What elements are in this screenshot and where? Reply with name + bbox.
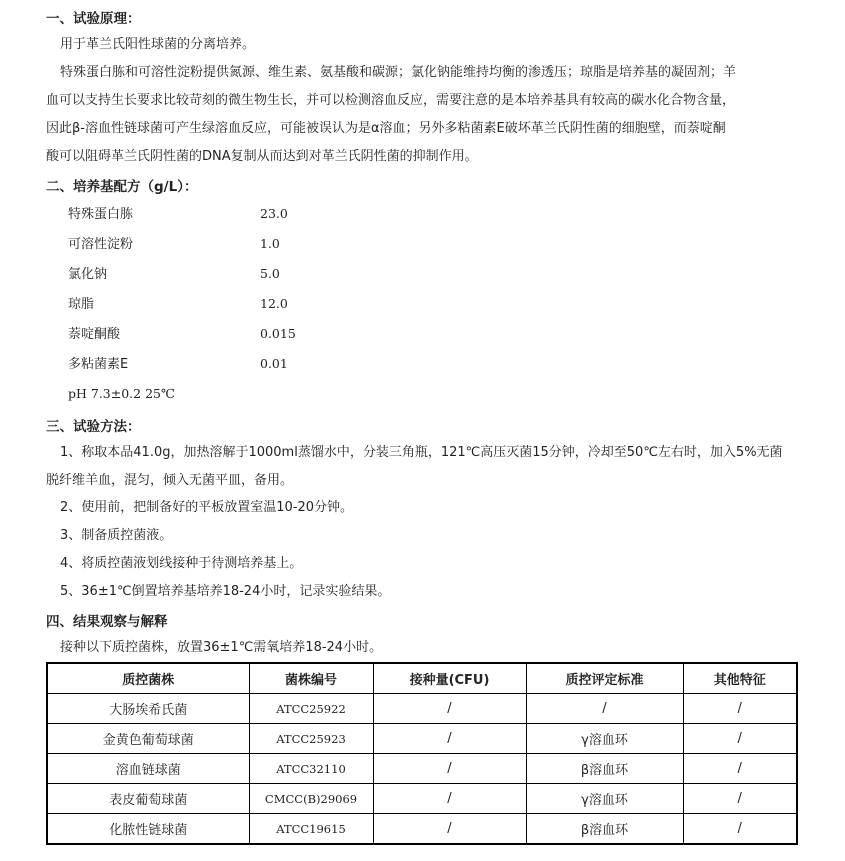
formula-row: [68, 264, 280, 285]
method-step-2: 2、使用前，把制备好的平板放置室温10-20分钟。: [60, 500, 354, 515]
column-header: 其他特征: [683, 663, 797, 694]
qc-criteria: β溶血环: [526, 754, 683, 784]
other-features: /: [683, 754, 797, 784]
strain-name: 表皮葡萄球菌: [47, 784, 249, 814]
ingredient-name: 氯化钠: [68, 267, 108, 282]
formula-row: [68, 234, 280, 255]
strain-code: ATCC19615: [249, 814, 373, 845]
table-row: [47, 694, 797, 724]
method-step-5: 5、36±1℃倒置培养基培养18-24小时，记录实验结果。: [60, 584, 391, 599]
qc-criteria: β溶血环: [526, 814, 683, 845]
table-row: [47, 724, 797, 754]
inoculum-amount: /: [373, 784, 526, 814]
qc-criteria: γ溶血环: [526, 784, 683, 814]
ingredient-name: 可溶性淀粉: [68, 237, 134, 252]
ingredient-value: 23.0: [260, 206, 288, 221]
ingredient-name: 特殊蛋白胨: [68, 207, 134, 222]
method-step-4: 4、将质控菌液划线接种于待测培养基上。: [60, 556, 303, 571]
ingredient-value: 0.015: [260, 326, 296, 341]
formula-row: [68, 294, 288, 315]
table-row: [47, 754, 797, 784]
ph-value: pH 7.3±0.2 25℃: [68, 386, 175, 401]
strain-name: 大肠埃希氏菌: [47, 694, 249, 724]
principle-line: 血可以支持生长要求比较苛刻的微生物生长，并可以检测溶血反应，需要注意的是本培养基具有较高的碳水化合物含量，: [46, 93, 736, 108]
formula-row: [68, 324, 296, 345]
ingredient-value: 12.0: [260, 296, 288, 311]
strain-code: CMCC(B)29069: [249, 784, 373, 814]
formula-row: [68, 204, 288, 225]
ingredient-value: 0.01: [260, 356, 288, 371]
column-header: 质控评定标准: [526, 663, 683, 694]
strain-code: ATCC32110: [249, 754, 373, 784]
inoculum-amount: /: [373, 814, 526, 845]
qc-strain-table: [46, 662, 798, 845]
section-4-title: 四、结果观察与解释: [46, 614, 168, 630]
ingredient-name: 多粘菌素E: [68, 357, 129, 372]
column-header: 接种量(CFU): [373, 663, 526, 694]
ingredient-value: 5.0: [260, 266, 280, 281]
method-line: 1、称取本品41.0g，加热溶解于1000ml蒸馏水中，分装三角瓶，121℃高压灭菌15分钟，冷却至50℃左右时，加入5%无菌: [60, 445, 783, 460]
inoculum-amount: /: [373, 724, 526, 754]
strain-name: 溶血链球菌: [47, 754, 249, 784]
qc-criteria: γ溶血环: [526, 724, 683, 754]
usage-text: 用于革兰氏阳性球菌的分离培养。: [60, 37, 256, 52]
ingredient-name: 萘啶酮酸: [68, 327, 121, 342]
method-step-1: [46, 439, 796, 495]
other-features: /: [683, 694, 797, 724]
ingredient-name: 琼脂: [68, 297, 95, 312]
inoculum-amount: /: [373, 694, 526, 724]
principle-paragraph: [46, 59, 796, 171]
inoculum-amount: /: [373, 754, 526, 784]
other-features: /: [683, 784, 797, 814]
other-features: /: [683, 814, 797, 845]
other-features: /: [683, 724, 797, 754]
section-1-title: 一、试验原理：: [46, 11, 141, 27]
section-3-title: 三、试验方法：: [46, 419, 141, 435]
principle-line: 特殊蛋白胨和可溶性淀粉提供氮源、维生素、氨基酸和碳源；氯化钠能维持均衡的渗透压；琼脂是培养基的凝固剂；羊: [60, 65, 737, 80]
strain-name: 化脓性链球菌: [47, 814, 249, 845]
result-intro: 接种以下质控菌株，放置36±1℃需氧培养18-24小时。: [60, 640, 383, 655]
table-row: [47, 814, 797, 845]
strain-code: ATCC25922: [249, 694, 373, 724]
principle-line: 因此β-溶血性链球菌可产生绿溶血反应，可能被误认为是α溶血；另外多粘菌素E破坏革兰氏阴性菌的细胞壁，而萘啶酮: [46, 121, 726, 136]
method-step-3: 3、制备质控菌液。: [60, 528, 173, 543]
ingredient-value: 1.0: [260, 236, 280, 251]
section-2-title: 二、培养基配方（g/L）：: [46, 179, 198, 195]
principle-line: 酸可以阻碍革兰氏阴性菌的DNA复制从而达到对革兰氏阴性菌的抑制作用。: [46, 149, 478, 164]
column-header: 质控菌株: [47, 663, 249, 694]
method-line: 脱纤维羊血，混匀，倾入无菌平皿，备用。: [46, 473, 294, 488]
column-header: 菌株编号: [249, 663, 373, 694]
table-header-row: [47, 663, 797, 694]
formula-row: [68, 354, 288, 375]
strain-code: ATCC25923: [249, 724, 373, 754]
qc-criteria: /: [526, 694, 683, 724]
strain-name: 金黄色葡萄球菌: [47, 724, 249, 754]
table-row: [47, 784, 797, 814]
